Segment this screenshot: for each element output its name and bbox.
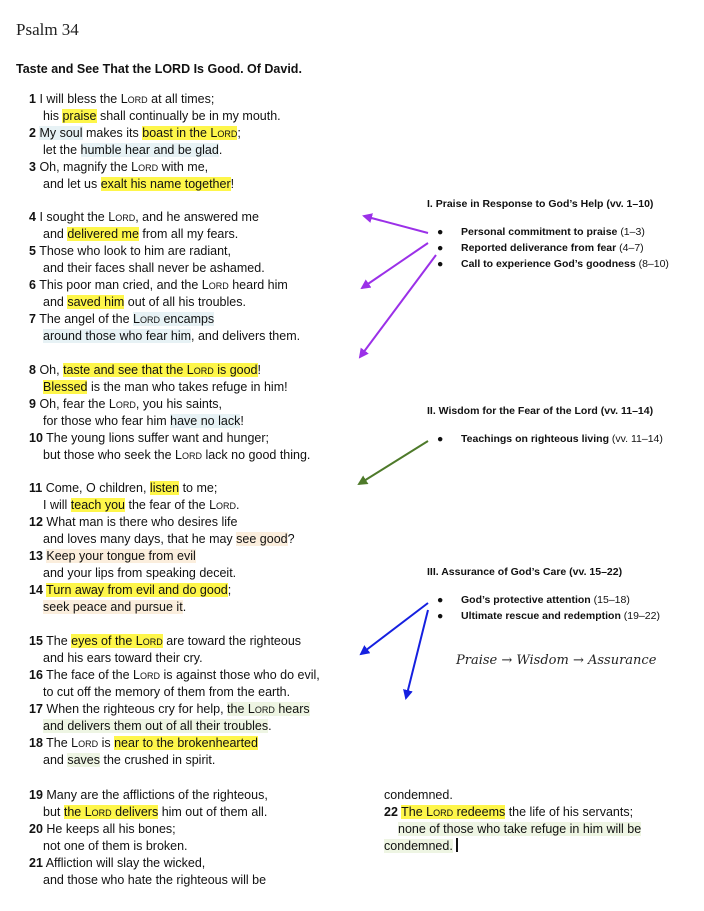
verse-14-line-1: 14 Turn away from evil and do good; — [29, 583, 232, 597]
verse-8-line-1: 8 Oh, taste and see that the Lord is good! — [29, 363, 261, 377]
outline-section-3-title: III. Assurance of God’s Care (vv. 15–22) — [427, 566, 623, 578]
verse-21-line-1: 21 Affliction will slay the wicked, — [29, 856, 206, 870]
verse-1-line-2: his praise shall continually be in my mouth. — [43, 109, 281, 123]
arrow-to-verses-11-14 — [359, 441, 428, 484]
outline-section-2-title: II. Wisdom for the Fear of the Lord (vv. 11–14) — [427, 405, 654, 417]
verse-18-line-1: 18 The Lord is near to the brokenhearted — [29, 736, 258, 750]
verse-22-line-1: 22 The Lord redeems the life of his servants; — [384, 805, 634, 819]
verse-4-line-1: 4 I sought the Lord, and he answered me — [29, 210, 259, 224]
verse-9-line-1: 9 Oh, fear the Lord, you his saints, — [29, 397, 223, 411]
verse-7-line-1: 7 The angel of the Lord encamps — [29, 312, 215, 326]
verse-10-line-2: but those who seek the Lord lack no good thing. — [43, 448, 311, 462]
outline-item: ● Reported deliverance from fear (4–7) — [437, 242, 644, 254]
verse-21-continuation: condemned. — [384, 788, 453, 802]
verse-5-line-1: 5 Those who look to him are radiant, — [29, 244, 231, 258]
arrow-to-verses-8-10 — [360, 255, 436, 357]
verse-19-line-2: but the Lord delivers him out of them all. — [43, 805, 268, 819]
verse-11-line-1: 11 Come, O children, listen to me; — [29, 481, 218, 495]
verse-16-line-2: to cut off the memory of them from the earth. — [43, 685, 291, 699]
verse-6-line-1: 6 This poor man cried, and the Lord heard him — [29, 278, 288, 292]
verse-20-line-1: 20 He keeps all his bones; — [29, 822, 176, 836]
verse-12-line-1: 12 What man is there who desires life — [29, 515, 238, 529]
verse-16-line-1: 16 The face of the Lord is against those who do evil, — [29, 668, 320, 682]
verse-22-line-2: none of those who take refuge in him will be — [398, 822, 642, 836]
verse-13-line-1: 13 Keep your tongue from evil — [29, 549, 196, 563]
flow-summary: Praise → Wisdom → Assurance — [456, 653, 657, 668]
psalm-subtitle: Taste and See That the LORD Is Good. Of David. — [16, 62, 302, 76]
verse-1-line-1: 1 I will bless the Lord at all times; — [29, 92, 215, 106]
verse-15-line-1: 15 The eyes of the Lord are toward the righteous — [29, 634, 302, 648]
verse-5-line-2: and their faces shall never be ashamed. — [43, 261, 265, 275]
verse-6-line-2: and saved him out of all his troubles. — [43, 295, 246, 309]
arrow-to-verses-19-22 — [406, 610, 428, 698]
verse-9-line-2: for those who fear him have no lack! — [43, 414, 244, 428]
arrow-to-verses-4-7 — [362, 243, 428, 288]
verse-15-line-2: and his ears toward their cry. — [43, 651, 203, 665]
verse-7-line-2: around those who fear him, and delivers them. — [43, 329, 301, 343]
verse-14-line-2: seek peace and pursue it. — [43, 600, 187, 614]
outline-item: ● Teachings on righteous living (vv. 11–14) — [437, 433, 663, 445]
outline-section-1-title: I. Praise in Response to God’s Help (vv. 1–10) — [427, 198, 654, 210]
verse-21-line-2: and those who hate the righteous will be — [43, 873, 267, 887]
outline-item: ● Personal commitment to praise (1–3) — [437, 226, 645, 238]
outline-item: ● Call to experience God’s goodness (8–10) — [437, 258, 669, 270]
verse-18-line-2: and saves the crushed in spirit. — [43, 753, 216, 767]
verse-4-line-2: and delivered me from all my fears. — [43, 227, 239, 241]
outline-item: ● Ultimate rescue and redemption (19–22) — [437, 610, 660, 622]
verse-10-line-1: 10 The young lions suffer want and hunger; — [29, 431, 269, 445]
verse-20-line-2: not one of them is broken. — [43, 839, 188, 853]
verse-2-line-1: 2 My soul makes its boast in the Lord; — [29, 126, 241, 140]
verse-8-line-2: Blessed is the man who takes refuge in him! — [43, 380, 288, 394]
verse-12-line-2: and loves many days, that he may see good? — [43, 532, 295, 546]
outline-item: ● God’s protective attention (15–18) — [437, 594, 630, 606]
verse-22-line-3: condemned. — [384, 838, 641, 855]
verse-19-line-1: 19 Many are the afflictions of the righteous, — [29, 788, 268, 802]
verse-11-line-2: I will teach you the fear of the Lord. — [43, 498, 240, 512]
page-title: Psalm 34 — [16, 20, 79, 39]
arrow-to-verses-1-3 — [364, 216, 428, 233]
verse-3-line-1: 3 Oh, magnify the Lord with me, — [29, 160, 209, 174]
verse-17-line-1: 17 When the righteous cry for help, the Lord hears — [29, 702, 310, 716]
verse-17-line-2: and delivers them out of all their troubles. — [43, 719, 272, 733]
verse-13-line-2: and your lips from speaking deceit. — [43, 566, 237, 580]
verse-2-line-2: let the humble hear and be glad. — [43, 143, 223, 157]
verse-3-line-2: and let us exalt his name together! — [43, 177, 235, 191]
